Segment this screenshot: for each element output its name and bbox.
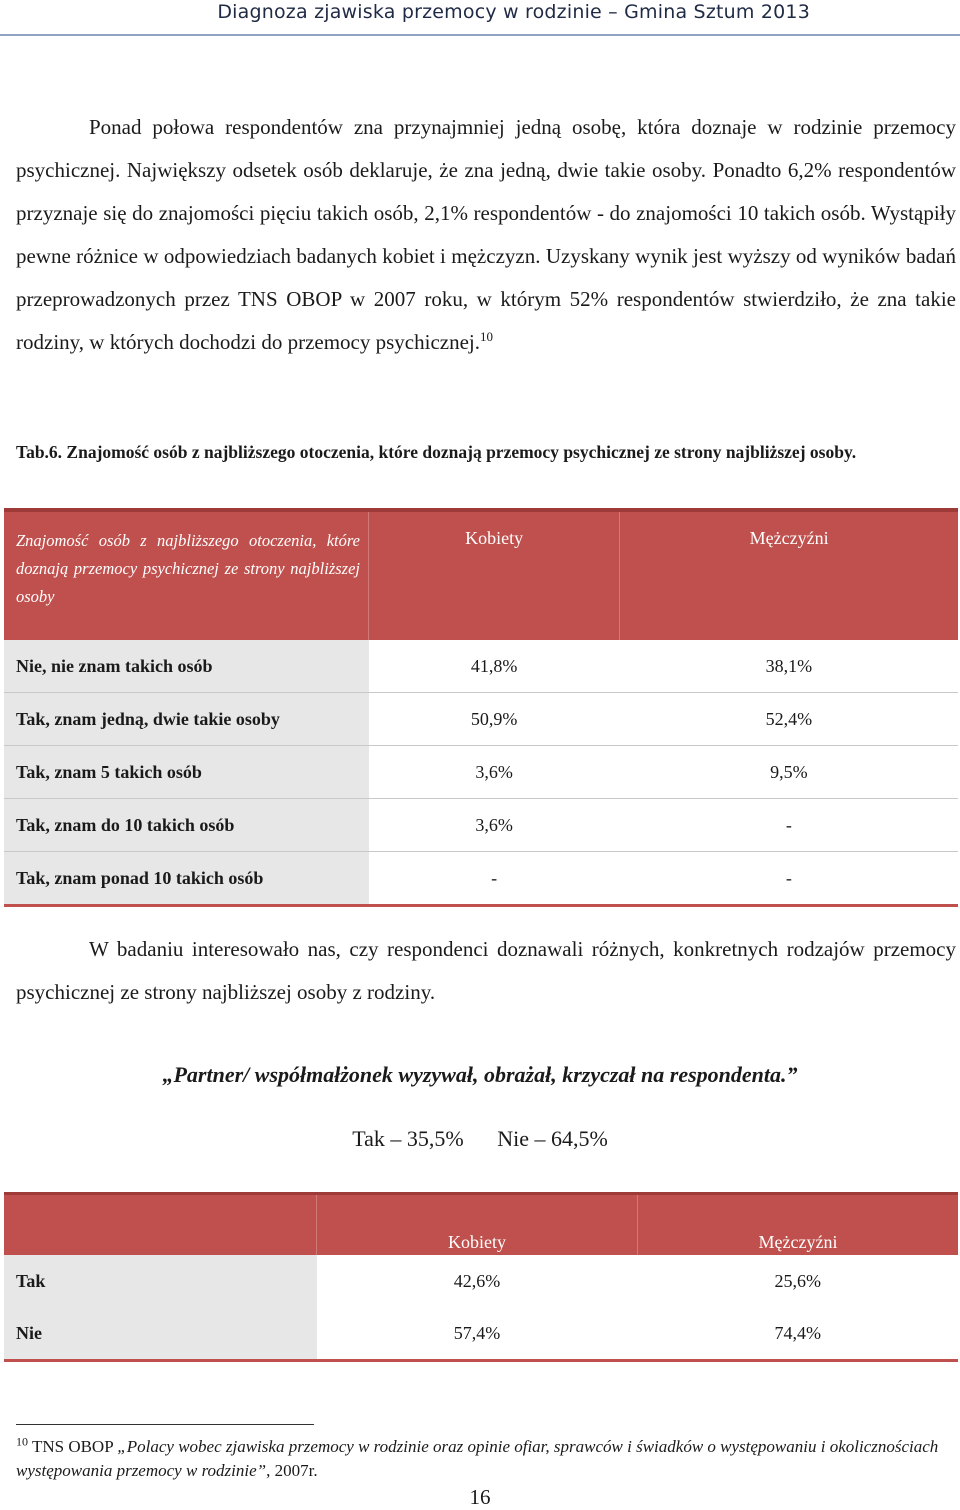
- answer-yes: Tak – 35,5%: [352, 1126, 464, 1151]
- paragraph-1-text: Ponad połowa respondentów zna przynajmniej jedną osobę, która doznaje w rodzinie przemocy psychicznej. Największy odsetek osób deklaruje, że zna jedną, dwie takie osoby. Ponadto 6,2% respondentów przyznaje się do znajomości pięciu takich osób, 2,1% respondentów - do znajomości 10 takich osób. Wystąpiły pewne różnice w odpowiedziach badanych kobiet i mężczyzn. Uzyskany wynik jest wyższy od wyników badań przeprowadzonych przez TNS OBOP w 2007 roku, w którym 52% respondentów stwierdziło, że zna takie rodziny, w których dochodzi do przemocy psychicznej.: [16, 115, 956, 354]
- table-1-header-question: Znajomość osób z najbliższego otoczenia, które doznają przemocy psychicznej ze strony najbliższej osoby: [4, 510, 369, 640]
- footnote-rule: [16, 1424, 314, 1425]
- footnote-year: , 2007r.: [266, 1461, 318, 1480]
- row-label: Tak, znam ponad 10 takich osób: [4, 852, 369, 906]
- row-label: Nie, nie znam takich osób: [4, 640, 369, 693]
- table-2-header-women: Kobiety: [317, 1194, 638, 1256]
- footnote-number: 10: [16, 1434, 28, 1449]
- table-1-caption: Tab.6. Znajomość osób z najbliższego otoczenia, które doznają przemocy psychicznej ze strony najbliższej osoby.: [16, 442, 857, 462]
- cell-men: 52,4%: [620, 693, 958, 746]
- table-1-header-women: Kobiety: [369, 510, 620, 640]
- row-label: Tak, znam jedną, dwie takie osoby: [4, 693, 369, 746]
- cell-men: 74,4%: [638, 1307, 959, 1361]
- table-row: [4, 1307, 958, 1361]
- header-rule: [0, 34, 960, 36]
- cell-women: 57,4%: [317, 1307, 638, 1361]
- question-title: „Partner/ współmałżonek wyzywał, obrażał, krzyczał na respondenta.”: [162, 1062, 798, 1087]
- table-row: [4, 746, 958, 799]
- cell-women: 3,6%: [369, 746, 620, 799]
- cell-women: 42,6%: [453, 1270, 501, 1291]
- table-row: [4, 693, 958, 746]
- answer-no: Nie – 64,5%: [497, 1126, 608, 1151]
- cell-men: 38,1%: [620, 640, 958, 693]
- footnote: [16, 1435, 946, 1483]
- page-number: 16: [469, 1485, 491, 1509]
- cell-women: 50,9%: [369, 693, 620, 746]
- paragraph-2: [16, 928, 956, 1014]
- footnote-ref[interactable]: 10: [480, 329, 493, 344]
- table-2-header-empty: [4, 1194, 317, 1256]
- cell-women: -: [369, 852, 620, 906]
- footnote-source: TNS OBOP: [31, 1437, 118, 1456]
- paragraph-2-text: W badaniu interesowało nas, czy respondenci doznawali różnych, konkretnych rodzajów przemocy psychicznej ze strony najbliższej osoby z rodziny.: [16, 937, 956, 1004]
- table-row: [4, 1255, 958, 1307]
- table-2: [4, 1192, 958, 1362]
- row-label: Tak: [4, 1255, 317, 1307]
- table-row: [4, 640, 958, 693]
- paragraph-1: [16, 106, 956, 364]
- cell-men: -: [620, 852, 958, 906]
- cell-men: 25,6%: [774, 1270, 821, 1291]
- cell-women: 3,6%: [369, 799, 620, 852]
- row-label: Tak, znam do 10 takich osób: [4, 799, 369, 852]
- header-title: Diagnoza zjawiska przemocy w rodzinie – Gmina Sztum 2013: [217, 1, 810, 23]
- table-1-header-row: [4, 510, 958, 640]
- cell-women: 41,8%: [369, 640, 620, 693]
- row-label: Nie: [4, 1307, 317, 1361]
- table-2-header-row: [4, 1194, 958, 1256]
- table-row: [4, 799, 958, 852]
- cell-men: -: [620, 799, 958, 852]
- cell-men: 9,5%: [620, 746, 958, 799]
- question-answers: [0, 1126, 960, 1152]
- table-1: [4, 508, 958, 907]
- table-2-header-men: Mężczyźni: [638, 1194, 959, 1256]
- table-1-header-men: Mężczyźni: [620, 510, 958, 640]
- table-row: [4, 852, 958, 906]
- row-label: Tak, znam 5 takich osób: [4, 746, 369, 799]
- footnote-title: „Polacy wobec zjawiska przemocy w rodzinie oraz opinie ofiar, sprawców i świadków o występowaniu i okolicznościach występowania przemocy w rodzinie”: [16, 1437, 939, 1480]
- running-header: [0, 0, 960, 30]
